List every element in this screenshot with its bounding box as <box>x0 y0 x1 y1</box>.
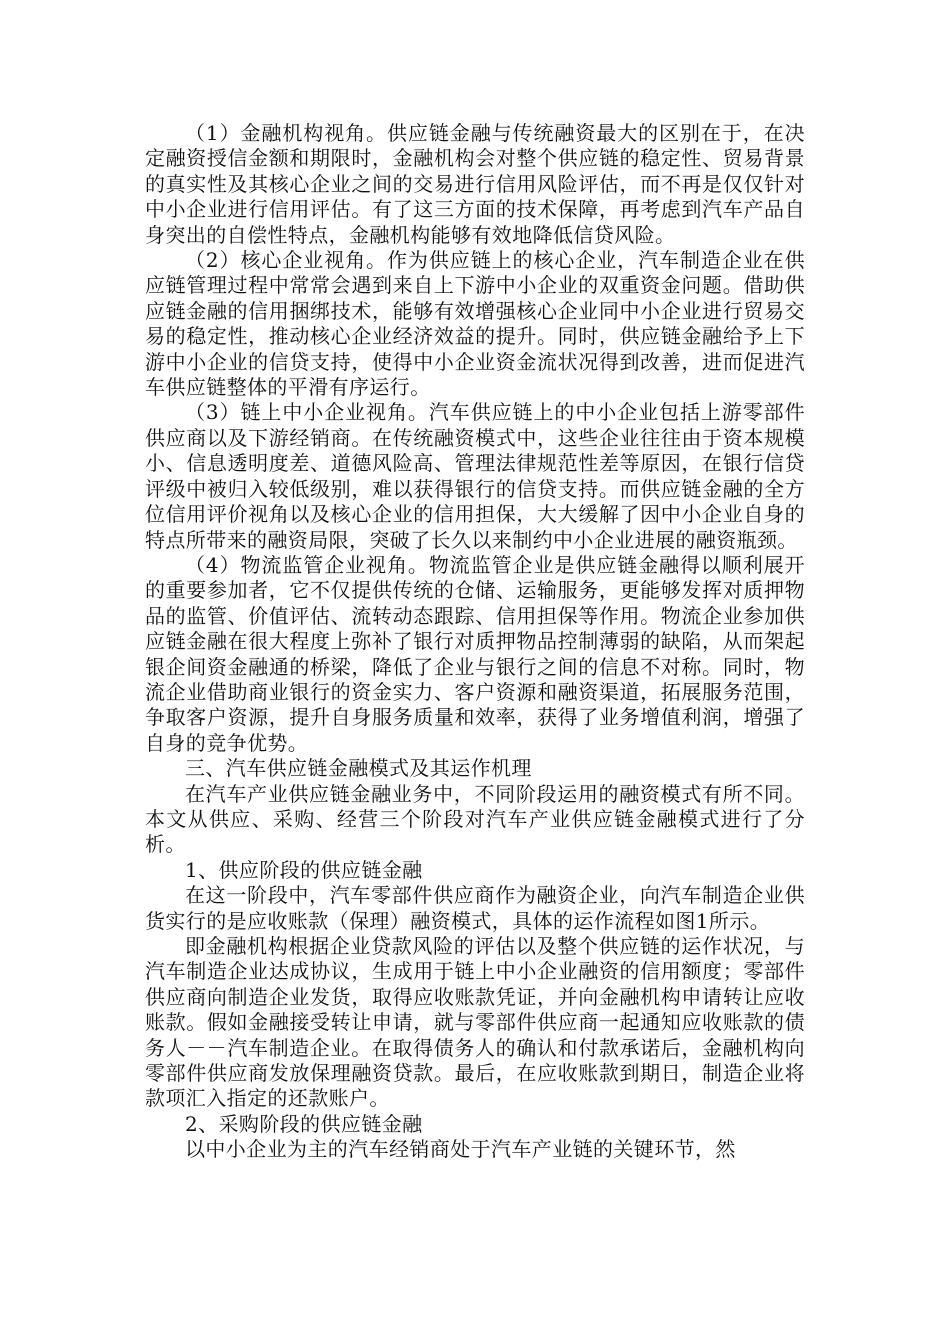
paragraph-sme-view: （3）链上中小企业视角。汽车供应链上的中小企业包括上游零部件供应商以及下游经销商。在传统融资模式中，这些企业往往由于资本规模小、信息透明度差、道德风险高、管理法律规范性差等原因，在银行信贷评级中被归入较低级别，难以获得银行的信贷支持。而供应链金融的全方位信用评价视角以及核心企业的信用担保，大大缓解了因中小企业自身的特点所带来的融资局限，突破了长久以来制约中小企业进展的融资瓶颈。 <box>145 400 805 552</box>
paragraph-purchase-stage-intro: 以中小企业为主的汽车经销商处于汽车产业链的关键环节，然 <box>185 1137 736 1162</box>
subheading-supply-stage: 1、供应阶段的供应链金融 <box>185 857 423 882</box>
subheading-purchase-stage: 2、采购阶段的供应链金融 <box>185 1111 423 1136</box>
body-text <box>145 121 805 1163</box>
paragraph-core-enterprise-view: （2）核心企业视角。作为供应链上的核心企业，汽车制造企业在供应链管理过程中常常会遇到来自上下游中小企业的双重资金问题。借助供应链金融的信用捆绑技术，能够有效增强核心企业同中小企业进行贸易交易的稳定性，推动核心企业经济效益的提升。同时，供应链金融给予上下游中小企业的信贷支持，使得中小企业资金流状况得到改善，进而促进汽车供应链整体的平滑有序运行。 <box>145 248 805 400</box>
paragraph-supply-stage-process: 即金融机构根据企业贷款风险的评估以及整个供应链的运作状况，与汽车制造企业达成协议，生成用于链上中小企业融资的信用额度；零部件供应商向制造企业发货，取得应收账款凭证，并向金融机构申请转让应收账款。假如金融接受转让申请，就与零部件供应商一起通知应收账款的债务人－－汽车制造企业。在取得债务人的确认和付款承诺后，金融机构向零部件供应商发放保理融资贷款。最后，在应收账款到期日，制造企业将款项汇入指定的还款账户。 <box>145 934 805 1111</box>
section-heading-3: 三、汽车供应链金融模式及其运作机理 <box>185 756 532 781</box>
paragraph-financial-institution-view: （1）金融机构视角。供应链金融与传统融资最大的区别在于，在决定融资授信金额和期限时，金融机构会对整个供应链的稳定性、贸易背景的真实性及其核心企业之间的交易进行信用风险评估，而不再是仅仅针对中小企业进行信用评估。有了这三方面的技术保障，再考虑到汽车产品自身突出的自偿性特点，金融机构能够有效地降低信贷风险。 <box>145 121 805 247</box>
paragraph-section-3-intro: 在汽车产业供应链金融业务中，不同阶段运用的融资模式有所不同。本文从供应、采购、经营三个阶段对汽车产业供应链金融模式进行了分析。 <box>145 781 805 857</box>
paragraph-supply-stage-intro: 在这一阶段中，汽车零部件供应商作为融资企业，向汽车制造企业供货实行的是应收账款（保理）融资模式，具体的运作流程如图1所示。 <box>145 883 805 933</box>
paragraph-logistics-view: （4）物流监管企业视角。物流监管企业是供应链金融得以顺利展开的重要参加者，它不仅提供传统的仓储、运输服务，更能够发挥对质押物品的监管、价值评估、流转动态跟踪、信用担保等作用。物流企业参加供应链金融在很大程度上弥补了银行对质押物品控制薄弱的缺陷，从而架起银企间资金融通的桥梁，降低了企业与银行之间的信息不对称。同时，物流企业借助商业银行的资金实力、客户资源和融资渠道，拓展服务范围，争取客户资源，提升自身服务质量和效率，获得了业务增值利润，增强了自身的竞争优势。 <box>145 552 805 755</box>
